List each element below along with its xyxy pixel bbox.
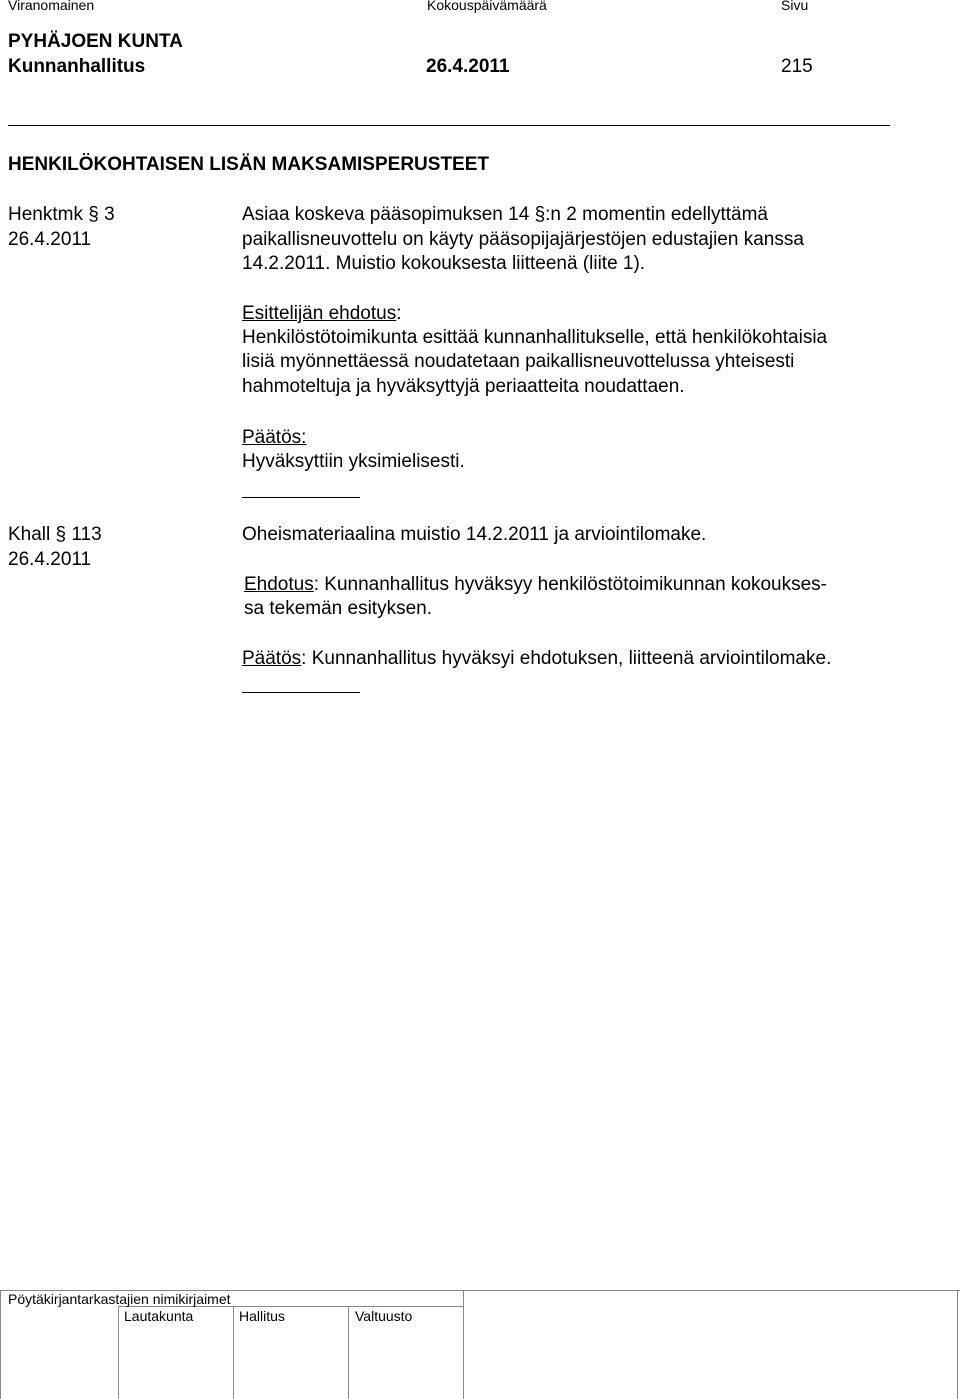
section-sign-icon: §: [88, 204, 99, 225]
signature-box: [0, 1290, 960, 1399]
section1-decision-label: Päätös:: [242, 427, 307, 448]
section1-end-rule: [242, 497, 360, 498]
section2-decision-label: Päätös: [242, 648, 302, 669]
section1-decision-text: Hyväksyttiin yksimielisesti.: [242, 451, 465, 472]
org-name: PYHÄJOEN KUNTA: [8, 31, 183, 52]
section2-proposal-label: Ehdotus: [244, 574, 314, 595]
section1-ref-name: Henktmk: [8, 204, 83, 225]
section-sign-icon: §: [55, 524, 67, 545]
section2-proposal-text: : Kunnanhallitus hyväksyy henkilöstötoimikunnan kokoukses-: [313, 574, 828, 595]
signature-box-divider-main: [463, 1290, 464, 1399]
signature-box-divider-1: [233, 1306, 234, 1399]
page-title: HENKILÖKOHTAISEN LISÄN MAKSAMISPERUSTEET: [8, 154, 490, 175]
section1-proposal-colon: :: [396, 303, 402, 324]
header-date-label: Kokouspäivämäärä: [427, 0, 547, 13]
section2-reference: [8, 523, 102, 547]
signature-col-lautakunta: Lautakunta: [124, 1308, 194, 1324]
header-page-label: Sivu: [781, 0, 809, 13]
section-sign-icon: §: [534, 204, 546, 225]
signature-box-right-border: [957, 1290, 958, 1399]
section1-line3: 14.2.2011. Muistio kokouksesta liitteenä (liite 1).: [242, 253, 646, 274]
section1-line1-a: Asiaa koskeva pääsopimuksen 14: [242, 204, 530, 225]
section1-proposal-line1: Henkilöstötoimikunta esittää kunnanhallitukselle, että henkilökohtaisia: [242, 327, 828, 348]
section1-proposal-line3: hahmoteltuja ja hyväksyttyjä periaatteita noudattaen.: [242, 376, 685, 397]
signatures-label: Pöytäkirjantarkastajien nimikirjaimet: [8, 1291, 231, 1307]
section2-ref-num: 113: [71, 524, 102, 545]
section1-proposal-line2: lisiä myönnettäessä noudatetaan paikallisneuvottelussa yhteisesti: [242, 351, 795, 372]
section1-line1-b: :n 2 momentin edellyttämä: [545, 204, 768, 225]
section1-proposal-heading: [242, 302, 402, 326]
section2-material: Oheismateriaalina muistio 14.2.2011 ja arviointilomake.: [242, 524, 707, 545]
meeting-date: 26.4.2011: [426, 56, 510, 77]
header-divider: [8, 125, 890, 126]
section2-end-rule: [242, 692, 360, 693]
section1-ref-date: 26.4.2011: [8, 229, 92, 250]
section1-line2: paikallisneuvottelu on käyty pääsopijajärjestöjen edustajien kanssa: [242, 229, 804, 250]
signature-box-divider-left: [118, 1306, 119, 1399]
signature-box-left-border: [0, 1290, 1, 1399]
body-name: Kunnanhallitus: [8, 56, 146, 77]
section2-ref-date: 26.4.2011: [8, 549, 92, 570]
page-number: 215: [781, 56, 813, 77]
signature-col-hallitus: Hallitus: [239, 1308, 285, 1324]
section1-ref-num: 3: [104, 204, 115, 225]
section2-ref-name: Khall: [8, 524, 51, 545]
section1-proposal-label: Esittelijän ehdotus: [242, 303, 397, 324]
section2-decision-text: : Kunnanhallitus hyväksyi ehdotuksen, liitteenä arviointilomake.: [301, 648, 832, 669]
section2-proposal-line2: sa tekemän esityksen.: [244, 598, 432, 619]
section1-reference: [8, 203, 115, 227]
section1-line1: [242, 203, 768, 227]
section2-proposal-line1: [244, 573, 827, 597]
section2-decision: [242, 647, 831, 671]
signature-col-valtuusto: Valtuusto: [355, 1308, 413, 1324]
signature-box-divider-2: [348, 1306, 349, 1399]
header-authority-label: Viranomainen: [8, 0, 95, 13]
